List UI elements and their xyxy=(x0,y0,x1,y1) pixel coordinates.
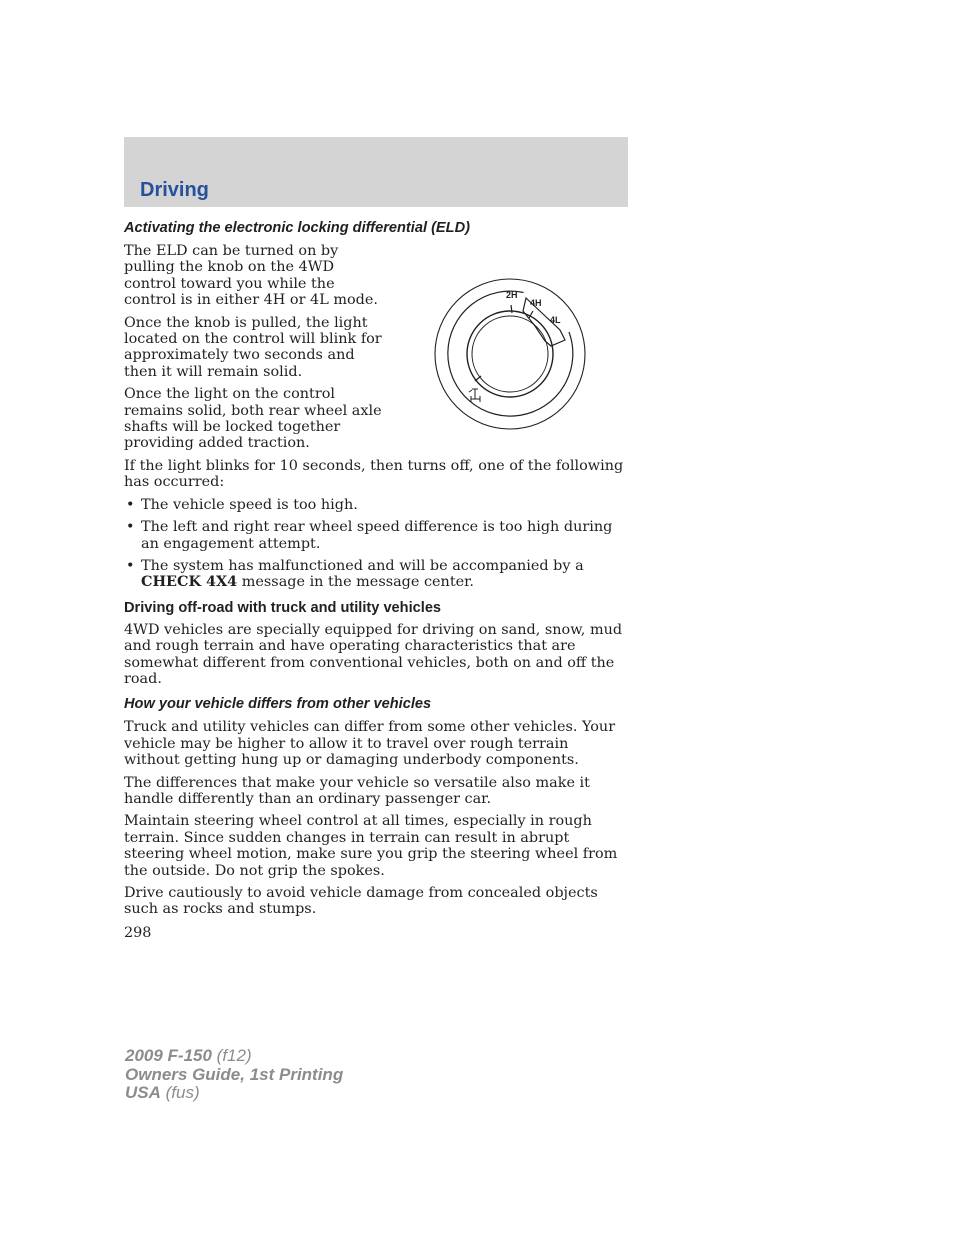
footer-market: USA xyxy=(125,1083,161,1103)
eld-intro xyxy=(124,243,626,452)
bullet-dot: • xyxy=(126,519,135,536)
list-item-text: The system has malfunctioned and will be accompanied by a xyxy=(141,557,584,574)
tick-eld xyxy=(475,376,481,381)
list-item-text-end: message in the message center. xyxy=(237,574,474,591)
list-item xyxy=(124,497,626,513)
knob-center xyxy=(472,316,548,392)
list-item xyxy=(124,558,626,591)
eld-para-3: Once the light on the control remains solid, both rear wheel axle shafts will be locked together providing added traction. xyxy=(124,386,382,452)
footer-line-2: Owners Guide, 1st Printing xyxy=(125,1064,344,1084)
axle-lock-icon xyxy=(469,389,480,402)
eld-para-2: Once the knob is pulled, the light located on the control will blink for approximately two seconds and then it will remain solid. xyxy=(124,314,382,380)
offroad-heading: Driving off-road with truck and utility vehicles xyxy=(124,599,442,616)
footer-model: 2009 F-150 xyxy=(125,1046,212,1065)
eld-conditions-list xyxy=(124,497,626,591)
differs-para-3: Maintain steering wheel control at all times, especially in rough terrain. Since sudden changes in terrain can result in abrupt steering wheel motion, make sure you grip the steering wheel from the outside. Do not grip the spokes. xyxy=(124,813,618,879)
bullet-dot: • xyxy=(126,557,135,574)
eld-para-4: If the light blinks for 10 seconds, then turns off, one of the following has occurred: xyxy=(124,457,624,491)
label-2h: 2H xyxy=(506,290,518,300)
tick-2h xyxy=(511,305,512,313)
check-4x4-message: CHECK 4X4 xyxy=(141,573,238,591)
eld-heading: Activating the electronic locking differential (ELD) xyxy=(124,220,470,236)
differs-heading: How your vehicle differs from other vehicles xyxy=(124,696,432,713)
section-title: Driving xyxy=(140,179,209,201)
bullet-dot: • xyxy=(126,496,135,513)
list-item-text: The vehicle speed is too high. xyxy=(141,496,358,513)
list-item xyxy=(124,519,626,552)
label-4l: 4L xyxy=(550,315,561,325)
footer-market-code: (fus) xyxy=(160,1083,200,1103)
page-content xyxy=(124,219,626,924)
list-item-text: The left and right rear wheel speed difference is too high during an engagement attempt. xyxy=(141,519,613,552)
page-number: 298 xyxy=(124,925,152,941)
footer-line-1 xyxy=(125,1047,343,1066)
differs-para-2: The differences that make your vehicle so versatile also make it handle differently than an ordinary passenger car. xyxy=(124,774,590,807)
4wd-control-knob-figure xyxy=(432,275,592,435)
label-4h: 4H xyxy=(530,298,542,308)
section-header-band xyxy=(124,137,628,207)
footer-model-code: (f12) xyxy=(211,1046,252,1065)
knob-inner-ring xyxy=(467,311,553,397)
differs-para-1: Truck and utility vehicles can differ from some other vehicles. Your vehicle may be higher to allow it to travel over rough terrain without getting hung up or damaging underbody components. xyxy=(124,719,616,769)
differs-para-4: Drive cautiously to avoid vehicle damage from concealed objects such as rocks and stumps. xyxy=(124,885,598,918)
footer-line-3 xyxy=(125,1084,343,1103)
knob-outer-ring xyxy=(435,279,585,429)
document-footer xyxy=(125,1047,343,1103)
eld-para-1: The ELD can be turned on by pulling the knob on the 4WD control toward you while the control is in either 4H or 4L mode. xyxy=(124,243,378,309)
offroad-para-1: 4WD vehicles are specially equipped for driving on sand, snow, mud and rough terrain and have operating characteristics that are somewhat different from conventional vehicles, both on and off the road. xyxy=(124,621,623,687)
